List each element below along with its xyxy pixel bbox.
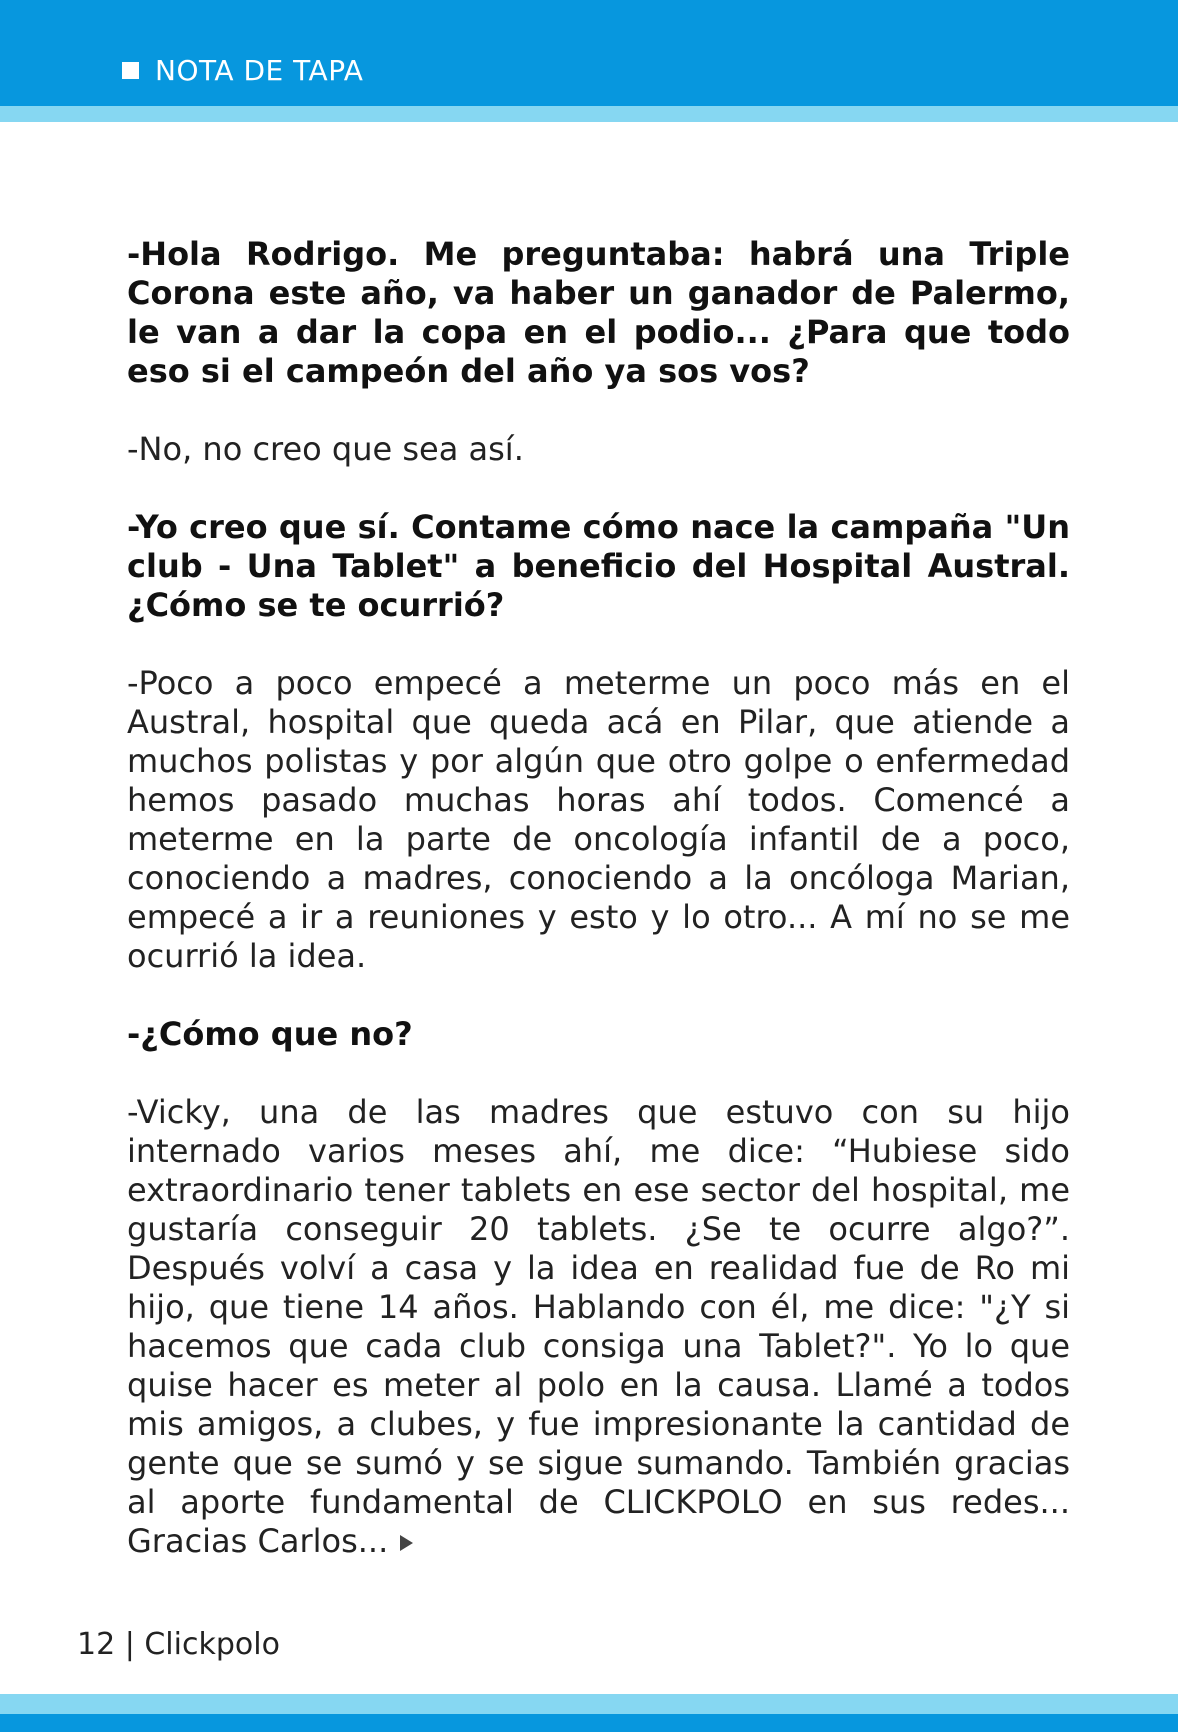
answer-paragraph-last [127,1093,1070,1561]
answer-text: -Vicky, una de las madres que estuvo con su hijo internado varios meses ahí, me dice: “Hubiese sido extraordinario tener tablets en ese sector del hospital, me gustaría conseguir 20 tablets. ¿Se te ocurre algo?”. Después volví a casa y la idea en realidad fue de Ro mi hijo, que tiene 14 años. Hablando con él, me dice: "¿Y si hacemos que cada club consiga una Tablet?". Yo lo que quise hacer es meter al polo en la causa. Llamé a todos mis amigos, a clubes, y fue impresionante la cantidad de gente que se sumó y se sigue sumando. También gracias al aporte fundamental de CLICKPOLO en sus redes... Gracias Carlos... [127,1093,1070,1560]
play-arrow-icon [400,1535,413,1551]
square-bullet-icon [122,62,139,79]
section-label-text: NOTA DE TAPA [155,53,364,87]
question-paragraph: -Yo creo que sí. Contame cómo nace la campaña "Un club - Una Tablet" a beneficio del Hospital Austral. ¿Cómo se te ocurrió? [127,508,1070,624]
answer-paragraph: -Poco a poco empecé a meterme un poco más en el Austral, hospital que queda acá en Pilar, que atiende a muchos polistas y por algún que otro golpe o enfermedad hemos pasado muchas horas ahí todos. Comencé a meterme en la parte de oncología infantil de a poco, conociendo a madres, conociendo a la oncóloga Marian, empecé a ir a reuniones y esto y lo otro... A mí no se me ocurrió la idea. [127,664,1070,975]
footer-stripe [0,1694,1178,1714]
header-stripe [0,106,1178,122]
section-label [122,50,363,90]
question-paragraph: -Hola Rodrigo. Me preguntaba: habrá una Triple Corona este año, va haber un ganador de Palermo, le van a dar la copa en el podio... ¿Para que todo eso si el campeón del año ya sos vos? [127,235,1070,390]
page-folio: 12 | Clickpolo [77,1627,280,1662]
question-paragraph: -¿Cómo que no? [127,1015,413,1053]
article-body [127,235,1070,1600]
footer-bar [0,1714,1178,1732]
answer-paragraph: -No, no creo que sea así. [127,430,524,468]
